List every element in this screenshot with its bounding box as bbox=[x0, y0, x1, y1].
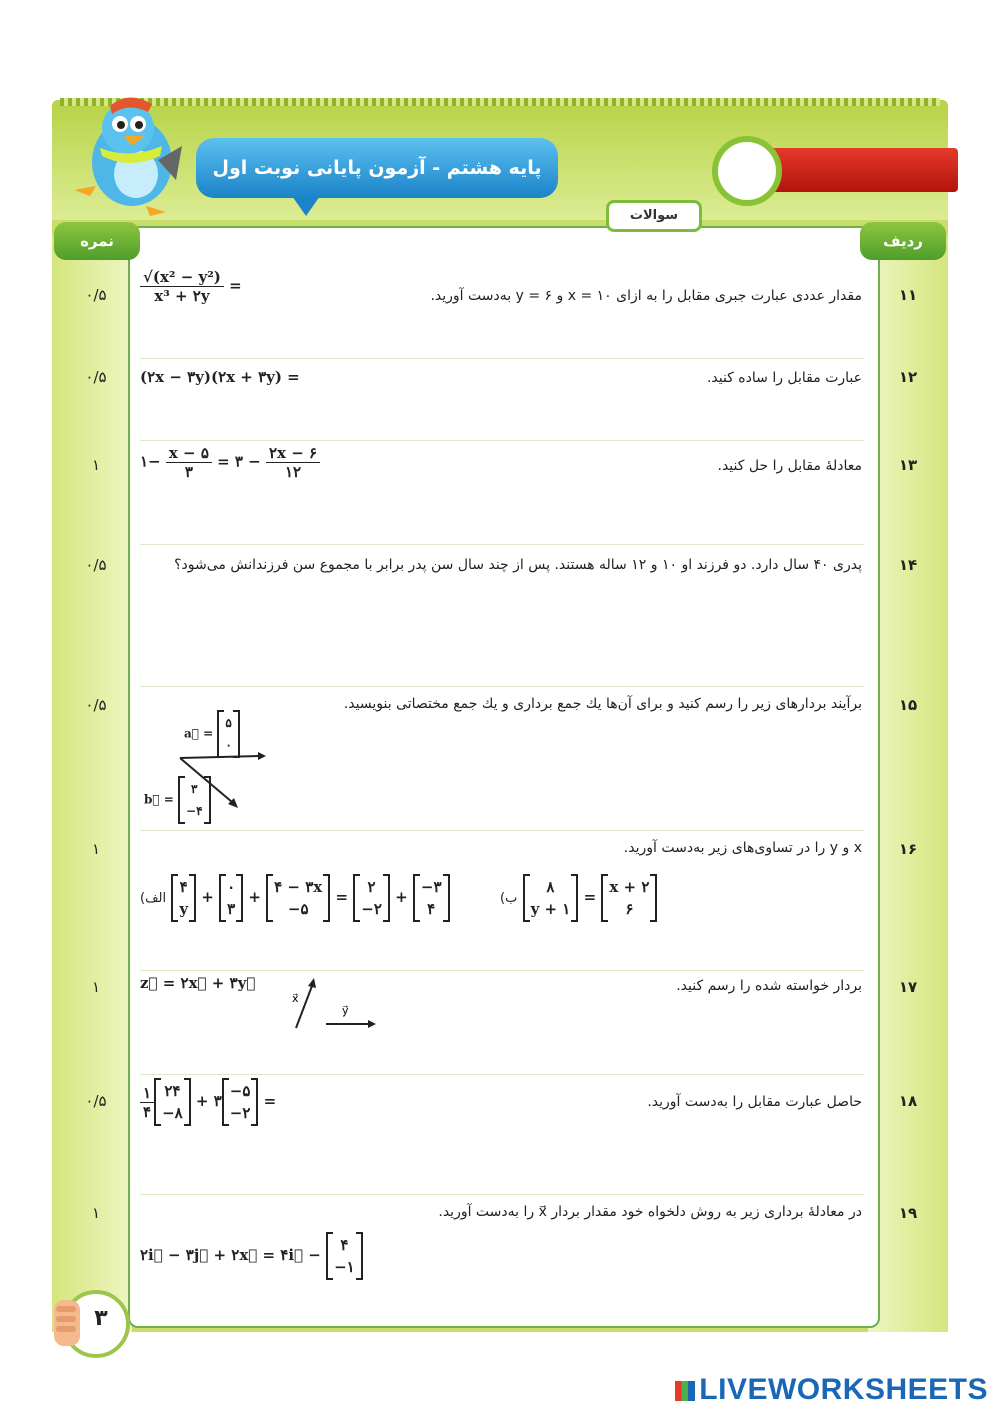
logo-icon bbox=[675, 1381, 695, 1401]
question-text: حاصل عبارت مقابل را به‌دست آورید. bbox=[647, 1094, 862, 1110]
question-number: ۱۷ bbox=[898, 978, 918, 996]
row-separator bbox=[140, 1074, 864, 1075]
vector-a: a⃗ = ۵ ۰ bbox=[184, 710, 240, 758]
question-text: پدری ۴۰ سال دارد. دو فرزند او ۱۰ و ۱۲ ساله هستند. پس از چند سال سن پدر برابر با مجموع سن فرزندانش می‌شود؟ bbox=[174, 557, 862, 573]
question-text: بردار خواسته شده را رسم کنید. bbox=[676, 978, 862, 994]
question-number: ۱۸ bbox=[898, 1092, 918, 1110]
question-number: ۱۵ bbox=[898, 696, 918, 714]
part-a-label: (الف bbox=[140, 891, 167, 906]
svg-text:y⃗: y⃗ bbox=[342, 1004, 349, 1017]
question-math: $\frac{\text{√(x² − y²)}}{\text{x³ + ۲y}}$ = bbox=[140, 268, 242, 305]
part-b-math: (ب ۸ y + ۱ = x + ۲ ۶ bbox=[500, 874, 657, 922]
question-score: ۱ bbox=[91, 456, 101, 474]
title-bubble-tail bbox=[292, 196, 320, 216]
equation-lhs: ۲i⃗ − ۳j⃗ + ۲x⃗ = ۴i⃗ − bbox=[140, 1246, 321, 1264]
row-separator bbox=[140, 686, 864, 687]
question-math: $\frac{۱}{۴}$ ۲۴ −۸ + ۳ −۵ −۲ = bbox=[140, 1078, 276, 1126]
row-separator bbox=[140, 440, 864, 441]
bird-mascot-icon bbox=[70, 90, 188, 218]
question-math: ۲i⃗ − ۳j⃗ + ۲x⃗ = ۴i⃗ − ۴ −۱ bbox=[140, 1232, 363, 1280]
part-a-math: (الف ۴ y + ۰ ۳ + ۴ − ۳x −۵ = ۲ −۲ + −۳ ۴ bbox=[140, 874, 450, 922]
vector-b: b⃗ = ۳ −۴ bbox=[144, 776, 211, 824]
svg-text:x⃗: x⃗ bbox=[292, 992, 299, 1005]
row-separator bbox=[140, 544, 864, 545]
question-number: ۱۹ bbox=[898, 1204, 918, 1222]
grass-border bbox=[60, 98, 940, 106]
row-header: ردیف bbox=[860, 222, 946, 260]
question-number: ۱۶ bbox=[898, 840, 918, 858]
vector-arrows-icon bbox=[170, 742, 270, 812]
score-column bbox=[52, 236, 132, 1332]
question-score: ۰/۵ bbox=[85, 286, 107, 304]
page-number: ۳ bbox=[94, 1306, 108, 1331]
vector-xy-icon bbox=[284, 976, 384, 1036]
question-text: x و y را در تساوی‌های زیر به‌دست آورید. bbox=[623, 840, 862, 856]
question-math: z⃗ = ۲x⃗ + ۳y⃗ bbox=[140, 974, 256, 992]
question-score: ۱ bbox=[91, 840, 101, 858]
part-b-label: (ب bbox=[500, 891, 518, 906]
score-header: نمره bbox=[54, 222, 140, 260]
red-ribbon bbox=[760, 148, 958, 192]
row-separator bbox=[140, 1194, 864, 1195]
question-text: معادلهٔ مقابل را حل کنید. bbox=[717, 458, 862, 474]
question-score: ۰/۵ bbox=[85, 368, 107, 386]
question-text: عبارت مقابل را ساده کنید. bbox=[706, 370, 862, 386]
question-math: ۱− $\frac{x - ۵}{۳}$ = ۳ − $\frac{۲x - ۶}{۱۲}$ bbox=[140, 444, 320, 481]
row-separator bbox=[140, 358, 864, 359]
name-circle bbox=[712, 136, 782, 206]
watermark bbox=[675, 1373, 988, 1407]
watermark-text: LIVEWORKSHEETS bbox=[699, 1373, 988, 1406]
question-score: ۱ bbox=[91, 978, 101, 996]
question-text: برآیند بردارهای زیر را رسم کنید و برای آن‌ها یك جمع برداری و یك جمع مختصاتی بنویسید. bbox=[343, 696, 862, 712]
questions-tag: سوالات bbox=[606, 200, 702, 232]
question-score: ۱ bbox=[91, 1204, 101, 1222]
row-separator bbox=[140, 830, 864, 831]
question-number: ۱۴ bbox=[898, 556, 918, 574]
question-text: مقدار عددی عبارت جبری مقابل را به ازای x = ۱۰ و y = ۶ به‌دست آورید. bbox=[430, 288, 862, 304]
exam-title: پایه هشتم - آزمون پایانی نوبت اول bbox=[196, 138, 558, 198]
question-math: (۲x − ۳y)(۲x + ۳y) = bbox=[140, 368, 300, 386]
question-number: ۱۲ bbox=[898, 368, 918, 386]
row-number-column bbox=[868, 236, 948, 1332]
question-number: ۱۳ bbox=[898, 456, 918, 474]
question-score: ۰/۵ bbox=[85, 696, 107, 714]
question-score: ۰/۵ bbox=[85, 1092, 107, 1110]
question-number: ۱۱ bbox=[898, 286, 918, 304]
question-text: در معادلهٔ برداری زیر به روش دلخواه خود مقدار بردار x⃗ را به‌دست آورید. bbox=[438, 1204, 862, 1220]
question-score: ۰/۵ bbox=[85, 556, 107, 574]
